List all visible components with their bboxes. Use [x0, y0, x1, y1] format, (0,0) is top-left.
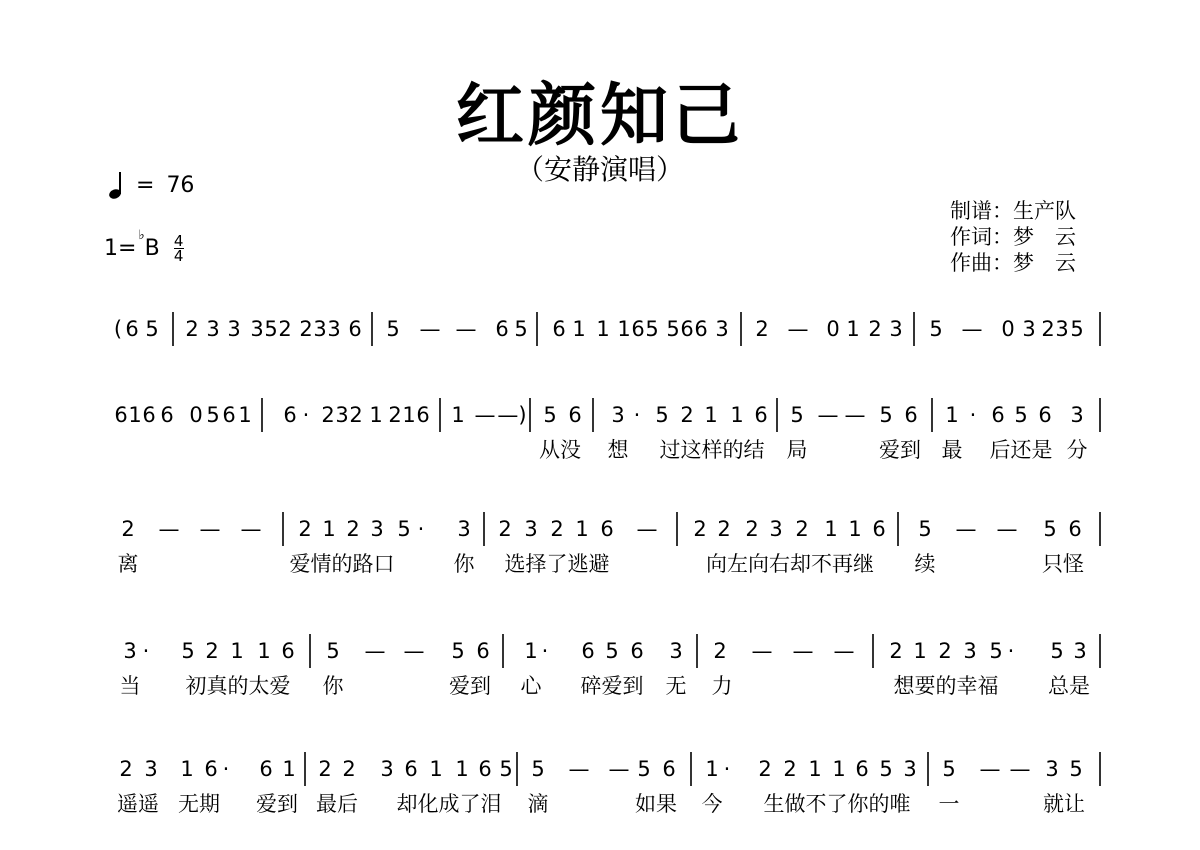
note: 2 — [321, 403, 335, 427]
note: 6 — [600, 517, 614, 541]
note: 6 — [125, 317, 139, 341]
tempo-value: 76 — [166, 172, 195, 198]
note: — — [364, 639, 386, 663]
lyric: 一 — [938, 792, 960, 816]
lyric: 想 — [607, 438, 629, 462]
note: 3 — [227, 317, 241, 341]
note: 5 — [531, 757, 545, 781]
note: — — [199, 517, 221, 541]
note: 2 — [1041, 317, 1055, 341]
note: 6 — [754, 403, 768, 427]
lyric: 爱情的路口 — [289, 552, 395, 576]
lyric: 你 — [322, 674, 344, 698]
note: 6 — [991, 403, 1005, 427]
note: 3 — [457, 517, 471, 541]
song-subtitle: （安静演唱） — [515, 153, 684, 186]
note: 6 — [348, 317, 362, 341]
note: 5 — [181, 639, 195, 663]
note: 6 — [662, 757, 676, 781]
note: — — [996, 517, 1018, 541]
note: — — [751, 639, 773, 663]
composer-credit: 作曲：梦 云 — [950, 251, 1076, 275]
lyric: 只怪 — [1042, 552, 1084, 576]
note: 6 — [630, 639, 644, 663]
note: 6 — [631, 317, 645, 341]
note: 3 — [250, 317, 264, 341]
note: 1 — [322, 517, 336, 541]
note: 2 — [693, 517, 707, 541]
note: 3 — [889, 317, 903, 341]
note: 5 — [543, 403, 557, 427]
note: 3 — [963, 639, 977, 663]
note: —) — [497, 403, 527, 427]
lyric: 爱到 — [256, 792, 298, 816]
note: 5 — [1069, 757, 1083, 781]
note: — — [955, 517, 977, 541]
note: 3 — [123, 639, 137, 663]
note: — — [817, 403, 839, 427]
note: 3 — [1045, 757, 1059, 781]
note: · — [142, 639, 150, 663]
note: 0 — [826, 317, 840, 341]
note: 2 — [119, 757, 133, 781]
note: 6 — [552, 317, 566, 341]
note: · — [417, 517, 425, 541]
note: 2 — [758, 757, 772, 781]
note: 1 — [808, 757, 822, 781]
note: · — [222, 757, 230, 781]
note: 6 — [581, 639, 595, 663]
note: 6 — [1068, 517, 1082, 541]
note: 6 — [904, 403, 918, 427]
note: 5 — [451, 639, 465, 663]
note: 1 — [848, 517, 862, 541]
lyric: 想要的幸福 — [893, 674, 999, 698]
note: 1 — [730, 403, 744, 427]
note: 5 — [1070, 317, 1084, 341]
note: — — [419, 317, 441, 341]
note: · — [969, 403, 977, 427]
note: — — [833, 639, 855, 663]
note: 5 — [605, 639, 619, 663]
note: 5 — [206, 403, 220, 427]
note: 2 — [550, 517, 564, 541]
lyric: 生做不了你的唯 — [763, 792, 911, 816]
note: 2 — [717, 517, 731, 541]
note: 2 — [349, 403, 363, 427]
note: 5 — [790, 403, 804, 427]
note: — — [979, 757, 1001, 781]
score-system — [114, 312, 1100, 346]
note: 2 — [938, 639, 952, 663]
note: 5 — [326, 639, 340, 663]
lyric: 向左向右却不再继 — [706, 552, 874, 576]
note: 3 — [903, 757, 917, 781]
note: 5 — [989, 639, 1003, 663]
note: 1 — [832, 757, 846, 781]
lyric: 如果 — [635, 792, 677, 816]
lyric: 后还是 — [989, 438, 1053, 462]
note: 6 — [680, 317, 694, 341]
note: 0 — [1001, 317, 1015, 341]
note: ( — [113, 317, 123, 341]
note: — — [240, 517, 262, 541]
lyric: 续 — [914, 552, 936, 576]
lyric: 爱到 — [449, 674, 491, 698]
note: 3 — [1070, 403, 1084, 427]
note: 6 — [160, 403, 174, 427]
lyric: 却化成了泪 — [396, 792, 502, 816]
note: — — [792, 639, 814, 663]
note: 3 — [524, 517, 538, 541]
note: 3 — [380, 757, 394, 781]
lyric: 遥遥 — [117, 792, 159, 816]
note: 1 — [429, 757, 443, 781]
note: 6 — [872, 517, 886, 541]
note: 3 — [769, 517, 783, 541]
score-system — [114, 398, 1100, 462]
note: — — [1009, 757, 1031, 781]
lyric: 滴 — [527, 792, 549, 816]
note: 1 — [596, 317, 610, 341]
note: 5 — [1043, 517, 1057, 541]
lyric: 今 — [701, 792, 723, 816]
note: 2 — [299, 317, 313, 341]
note: 5 — [655, 403, 669, 427]
note: 5 — [1050, 639, 1064, 663]
note: 6 — [114, 403, 128, 427]
note: 6 — [694, 317, 708, 341]
note: 6 — [222, 403, 236, 427]
note: · — [1007, 639, 1015, 663]
note: 1 — [846, 317, 860, 341]
note: 1 — [913, 639, 927, 663]
note: 5 — [942, 757, 956, 781]
note: 1 — [824, 517, 838, 541]
note: — — [455, 317, 477, 341]
note: 1 — [572, 317, 586, 341]
lyric: 心 — [520, 674, 542, 698]
lyric: 过这样的结 — [659, 438, 765, 462]
note: 2 — [795, 517, 809, 541]
note: 0 — [189, 403, 203, 427]
flat-icon: ♭ — [138, 228, 145, 243]
note: 6 — [1038, 403, 1052, 427]
score-system — [117, 752, 1100, 816]
note: · — [541, 639, 549, 663]
note: 6 — [476, 639, 490, 663]
note: 3 — [335, 403, 349, 427]
note: 6 — [416, 403, 430, 427]
lyric: 无 — [665, 674, 687, 698]
note: 6 — [855, 757, 869, 781]
arranger-credit: 制谱：生产队 — [950, 199, 1076, 223]
note: 5 — [879, 757, 893, 781]
note: 2 — [185, 317, 199, 341]
lyricist-credit: 作词：梦 云 — [950, 225, 1076, 249]
lyric: 碎爱到 — [580, 674, 644, 698]
note: 5 — [397, 517, 411, 541]
note: 6 — [568, 403, 582, 427]
note: 3 — [144, 757, 158, 781]
note: 2 — [318, 757, 332, 781]
note: 6 — [281, 639, 295, 663]
lyric: 从没 — [539, 438, 581, 462]
note: 2 — [889, 639, 903, 663]
note: 5 — [918, 517, 932, 541]
note: 5 — [499, 757, 513, 781]
note: — — [158, 517, 180, 541]
note: — — [961, 317, 983, 341]
note: 3 — [206, 317, 220, 341]
note: — — [608, 757, 630, 781]
note: 1 — [704, 403, 718, 427]
note: 2 — [278, 317, 292, 341]
note: 1 — [282, 757, 296, 781]
lyric: 力 — [711, 674, 733, 698]
note: 2 — [346, 517, 360, 541]
lyric: 总是 — [1048, 674, 1090, 698]
note: 1 — [238, 403, 252, 427]
note: 6 — [283, 403, 297, 427]
note: 3 — [611, 403, 625, 427]
key-prefix: 1= — [104, 236, 137, 261]
note: 3 — [327, 317, 341, 341]
note: 1 — [705, 757, 719, 781]
time-signature-bottom: 4 — [173, 247, 184, 265]
note: 2 — [205, 639, 219, 663]
note: 5 — [1014, 403, 1028, 427]
lyric: 分 — [1066, 438, 1088, 462]
note: 6 — [204, 757, 218, 781]
note: 1 — [180, 757, 194, 781]
note: 5 — [514, 317, 528, 341]
note: — — [636, 517, 658, 541]
lyric: 离 — [117, 552, 139, 576]
score-system — [118, 512, 1101, 576]
note: 1 — [575, 517, 589, 541]
note: 1 — [402, 403, 416, 427]
note: 3 — [669, 639, 683, 663]
note: 1 — [945, 403, 959, 427]
note: 3 — [1022, 317, 1036, 341]
note: 2 — [498, 517, 512, 541]
lyric: 无期 — [178, 792, 220, 816]
note: — — [474, 403, 496, 427]
note: 2 — [713, 639, 727, 663]
note: 2 — [388, 403, 402, 427]
note: — — [568, 757, 590, 781]
note: 1 — [451, 403, 465, 427]
note: 5 — [264, 317, 278, 341]
note: 1 — [128, 403, 142, 427]
lyric: 选择了逃避 — [504, 552, 610, 576]
note: 5 — [145, 317, 159, 341]
note: 5 — [879, 403, 893, 427]
note: 3 — [313, 317, 327, 341]
note: 6 — [259, 757, 273, 781]
note: 5 — [645, 317, 659, 341]
note: 2 — [755, 317, 769, 341]
note: · — [302, 403, 310, 427]
note: 2 — [342, 757, 356, 781]
time-signature-top: 4 — [173, 232, 184, 250]
note: 2 — [868, 317, 882, 341]
note: 2 — [121, 517, 135, 541]
lyric: 爱到 — [879, 438, 921, 462]
note: 5 — [637, 757, 651, 781]
note: 1 — [369, 403, 383, 427]
note: 1 — [524, 639, 538, 663]
note: 6 — [495, 317, 509, 341]
note: · — [633, 403, 641, 427]
note: 3 — [1055, 317, 1069, 341]
note: 1 — [455, 757, 469, 781]
note: — — [403, 639, 425, 663]
lyric: 就让 — [1043, 792, 1085, 816]
note: 5 — [386, 317, 400, 341]
lyric: 当 — [119, 674, 141, 698]
lyric: 局 — [786, 438, 808, 462]
note: 2 — [745, 517, 759, 541]
score-system — [120, 634, 1101, 698]
lyric: 你 — [453, 552, 475, 576]
note: 5 — [929, 317, 943, 341]
note: — — [844, 403, 866, 427]
note: 1 — [617, 317, 631, 341]
note: 3 — [370, 517, 384, 541]
note: 6 — [478, 757, 492, 781]
lyric: 最后 — [316, 792, 358, 816]
key-note: B — [144, 236, 160, 261]
note: 6 — [404, 757, 418, 781]
note: — — [787, 317, 809, 341]
note: · — [723, 757, 731, 781]
tempo-equals: = — [136, 172, 155, 198]
note: 2 — [680, 403, 694, 427]
note: 3 — [715, 317, 729, 341]
lyric: 初真的太爱 — [185, 674, 291, 698]
song-title: 红颜知己 — [455, 77, 744, 156]
note: 3 — [1073, 639, 1087, 663]
lyric: 最 — [941, 438, 963, 462]
note: 6 — [142, 403, 156, 427]
note: 2 — [783, 757, 797, 781]
note: 2 — [298, 517, 312, 541]
note: 1 — [230, 639, 244, 663]
note: 5 — [666, 317, 680, 341]
note: 1 — [257, 639, 271, 663]
